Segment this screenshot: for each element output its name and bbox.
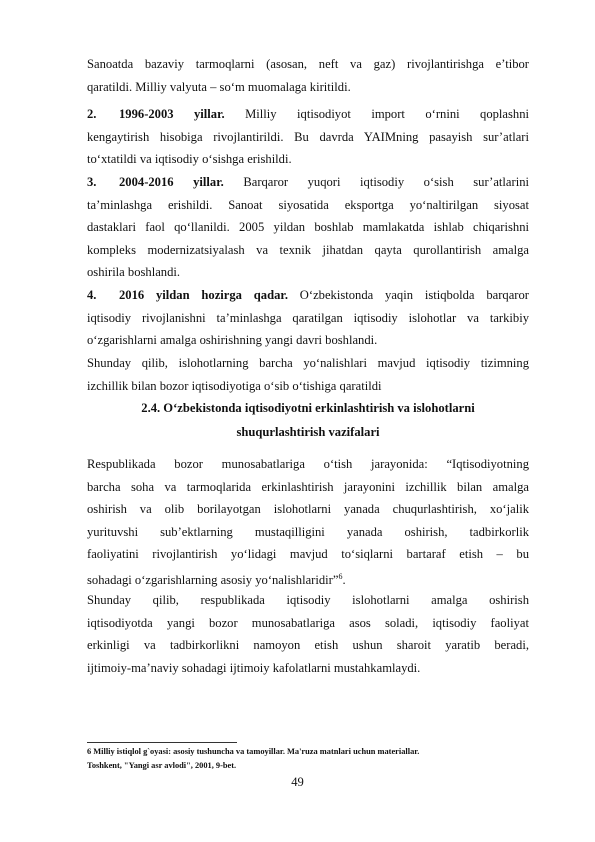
item-period: 2016 yildan hozirga qadar. — [119, 288, 288, 302]
item-first-line — [119, 171, 529, 194]
intro-paragraph — [87, 53, 529, 98]
body-paragraph-1 — [87, 453, 529, 592]
text-line: to‘xtatildi va iqtisodiy o‘sishga erishildi. — [87, 152, 292, 167]
footnote — [87, 745, 547, 772]
text-line: kengaytirish hisobiga rivojlantirildi. Bu davrda YAIMning pasayish sur’atlari — [87, 129, 529, 144]
period: . — [342, 573, 346, 588]
text-line: Respublikada bozor munosabatlariga o‘tish jarayonida: “Iqtisodiyotning — [87, 457, 529, 471]
item-period: 2004-2016 yillar. — [119, 175, 224, 189]
text-line: oshirish va olib borilayotgan islohotlarni yanada chuqurlashtirish, xo‘jalik — [87, 502, 529, 517]
footnote-line: 6 Milliy istiqlol g`oyasi: asosiy tushuncha va tamoyillar. Ma'ruza matnlari uchun materiallar. — [87, 747, 420, 756]
item-text: Milliy iqtisodiyot import o‘rnini qoplashni — [245, 107, 530, 121]
quote-end-text: sohadagi o‘zgarishlarning asosiy yo‘nalishlaridir” — [87, 573, 339, 588]
text-line: dastaklari faol qo‘llanildi. 2005 yildan boshlab mamlakatda ishlab chiqarishni — [87, 220, 529, 235]
text-line: oshirila boshlandi. — [87, 265, 181, 280]
footnote-line: Toshkent, "Yangi asr avlodi", 2001, 9-bet. — [87, 760, 237, 770]
item-text: O‘zbekistonda yaqin istiqbolda barqaror — [299, 288, 529, 302]
text-line: iqtisodiyotda yangi bozor munosabatlariga asos soladi, iqtisodiy faoliyat — [87, 615, 529, 630]
text-line: Shunday qilib, islohotlarning barcha yo‘nalishlari mavjud iqtisodiy tizimning — [87, 356, 529, 370]
body-paragraph-2 — [87, 589, 529, 679]
heading-line: 2.4. O‘zbekistonda iqtisodiyotni erkinlashtirish va islohotlarni — [141, 401, 475, 415]
text-line: faoliyatini rivojlantirish yo‘lidagi mavjud to‘siqlarni bartaraf etish – bu — [87, 547, 529, 562]
item-number: 3. — [87, 175, 97, 189]
text-line: barcha soha va tarmoqlarida erkinlashtirish jarayonini izchillik bilan amalga — [87, 479, 529, 494]
summary-paragraph — [87, 352, 529, 397]
text-line: izchillik bilan bozor iqtisodiyotiga o‘sib o‘tishiga qaratildi — [87, 378, 382, 393]
list-item-3 — [87, 171, 529, 284]
list-item-2 — [87, 103, 529, 171]
text-line: qaratildi. Milliy valyuta – so‘m muomalaga kiritildi. — [87, 79, 351, 94]
text-line: kompleks modernizatsiyalash va texnik jihatdan qayta qurollantirish amalga — [87, 242, 529, 257]
text-line: Sanoatda bazaviy tarmoqlarni (asosan, neft va gaz) rivojlantirishga e’tibor — [87, 57, 529, 71]
footnote-divider — [87, 742, 237, 743]
section-heading — [87, 397, 529, 444]
heading-line: shuqurlashtirish vazifalari — [236, 424, 380, 439]
item-first-line — [119, 284, 529, 307]
item-number: 2. — [87, 107, 97, 121]
page-number: 49 — [291, 775, 304, 789]
text-line: ijtimoiy-ma’naviy sohadagi ijtimoiy kafolatlarni mustahkamlaydi. — [87, 660, 421, 675]
text-line: ta’minlashga erishildi. Sanoat siyosatida eksportga yo‘naltirilgan siyosat — [87, 197, 529, 212]
text-line: iqtisodiy rivojlanishni ta’minlashga qaratilgan iqtisodiy islohotlar va tarkibiy — [87, 310, 529, 325]
item-first-line — [119, 103, 529, 126]
text-line: erkinligi va tadbirkorlikni namoyon etish ushun sharoit yaratib beradi, — [87, 638, 529, 653]
item-period: 1996-2003 yillar. — [119, 107, 225, 121]
footnote-ref[interactable]: 6 — [338, 571, 343, 581]
text-line: o‘zgarishlarni amalga oshirishning yangi davri boshlandi. — [87, 333, 378, 348]
text-line — [87, 566, 529, 592]
text-line: yurituvshi sub’ektlarning mustaqilligini yanada oshirish, tadbirkorlik — [87, 524, 529, 539]
item-text: Barqaror yuqori iqtisodiy o‘sish sur’atlarini — [243, 175, 530, 189]
text-line: Shunday qilib, respublikada iqtisodiy islohotlarni amalga oshirish — [87, 593, 529, 607]
list-item-4 — [87, 284, 529, 352]
item-number: 4. — [87, 288, 97, 302]
